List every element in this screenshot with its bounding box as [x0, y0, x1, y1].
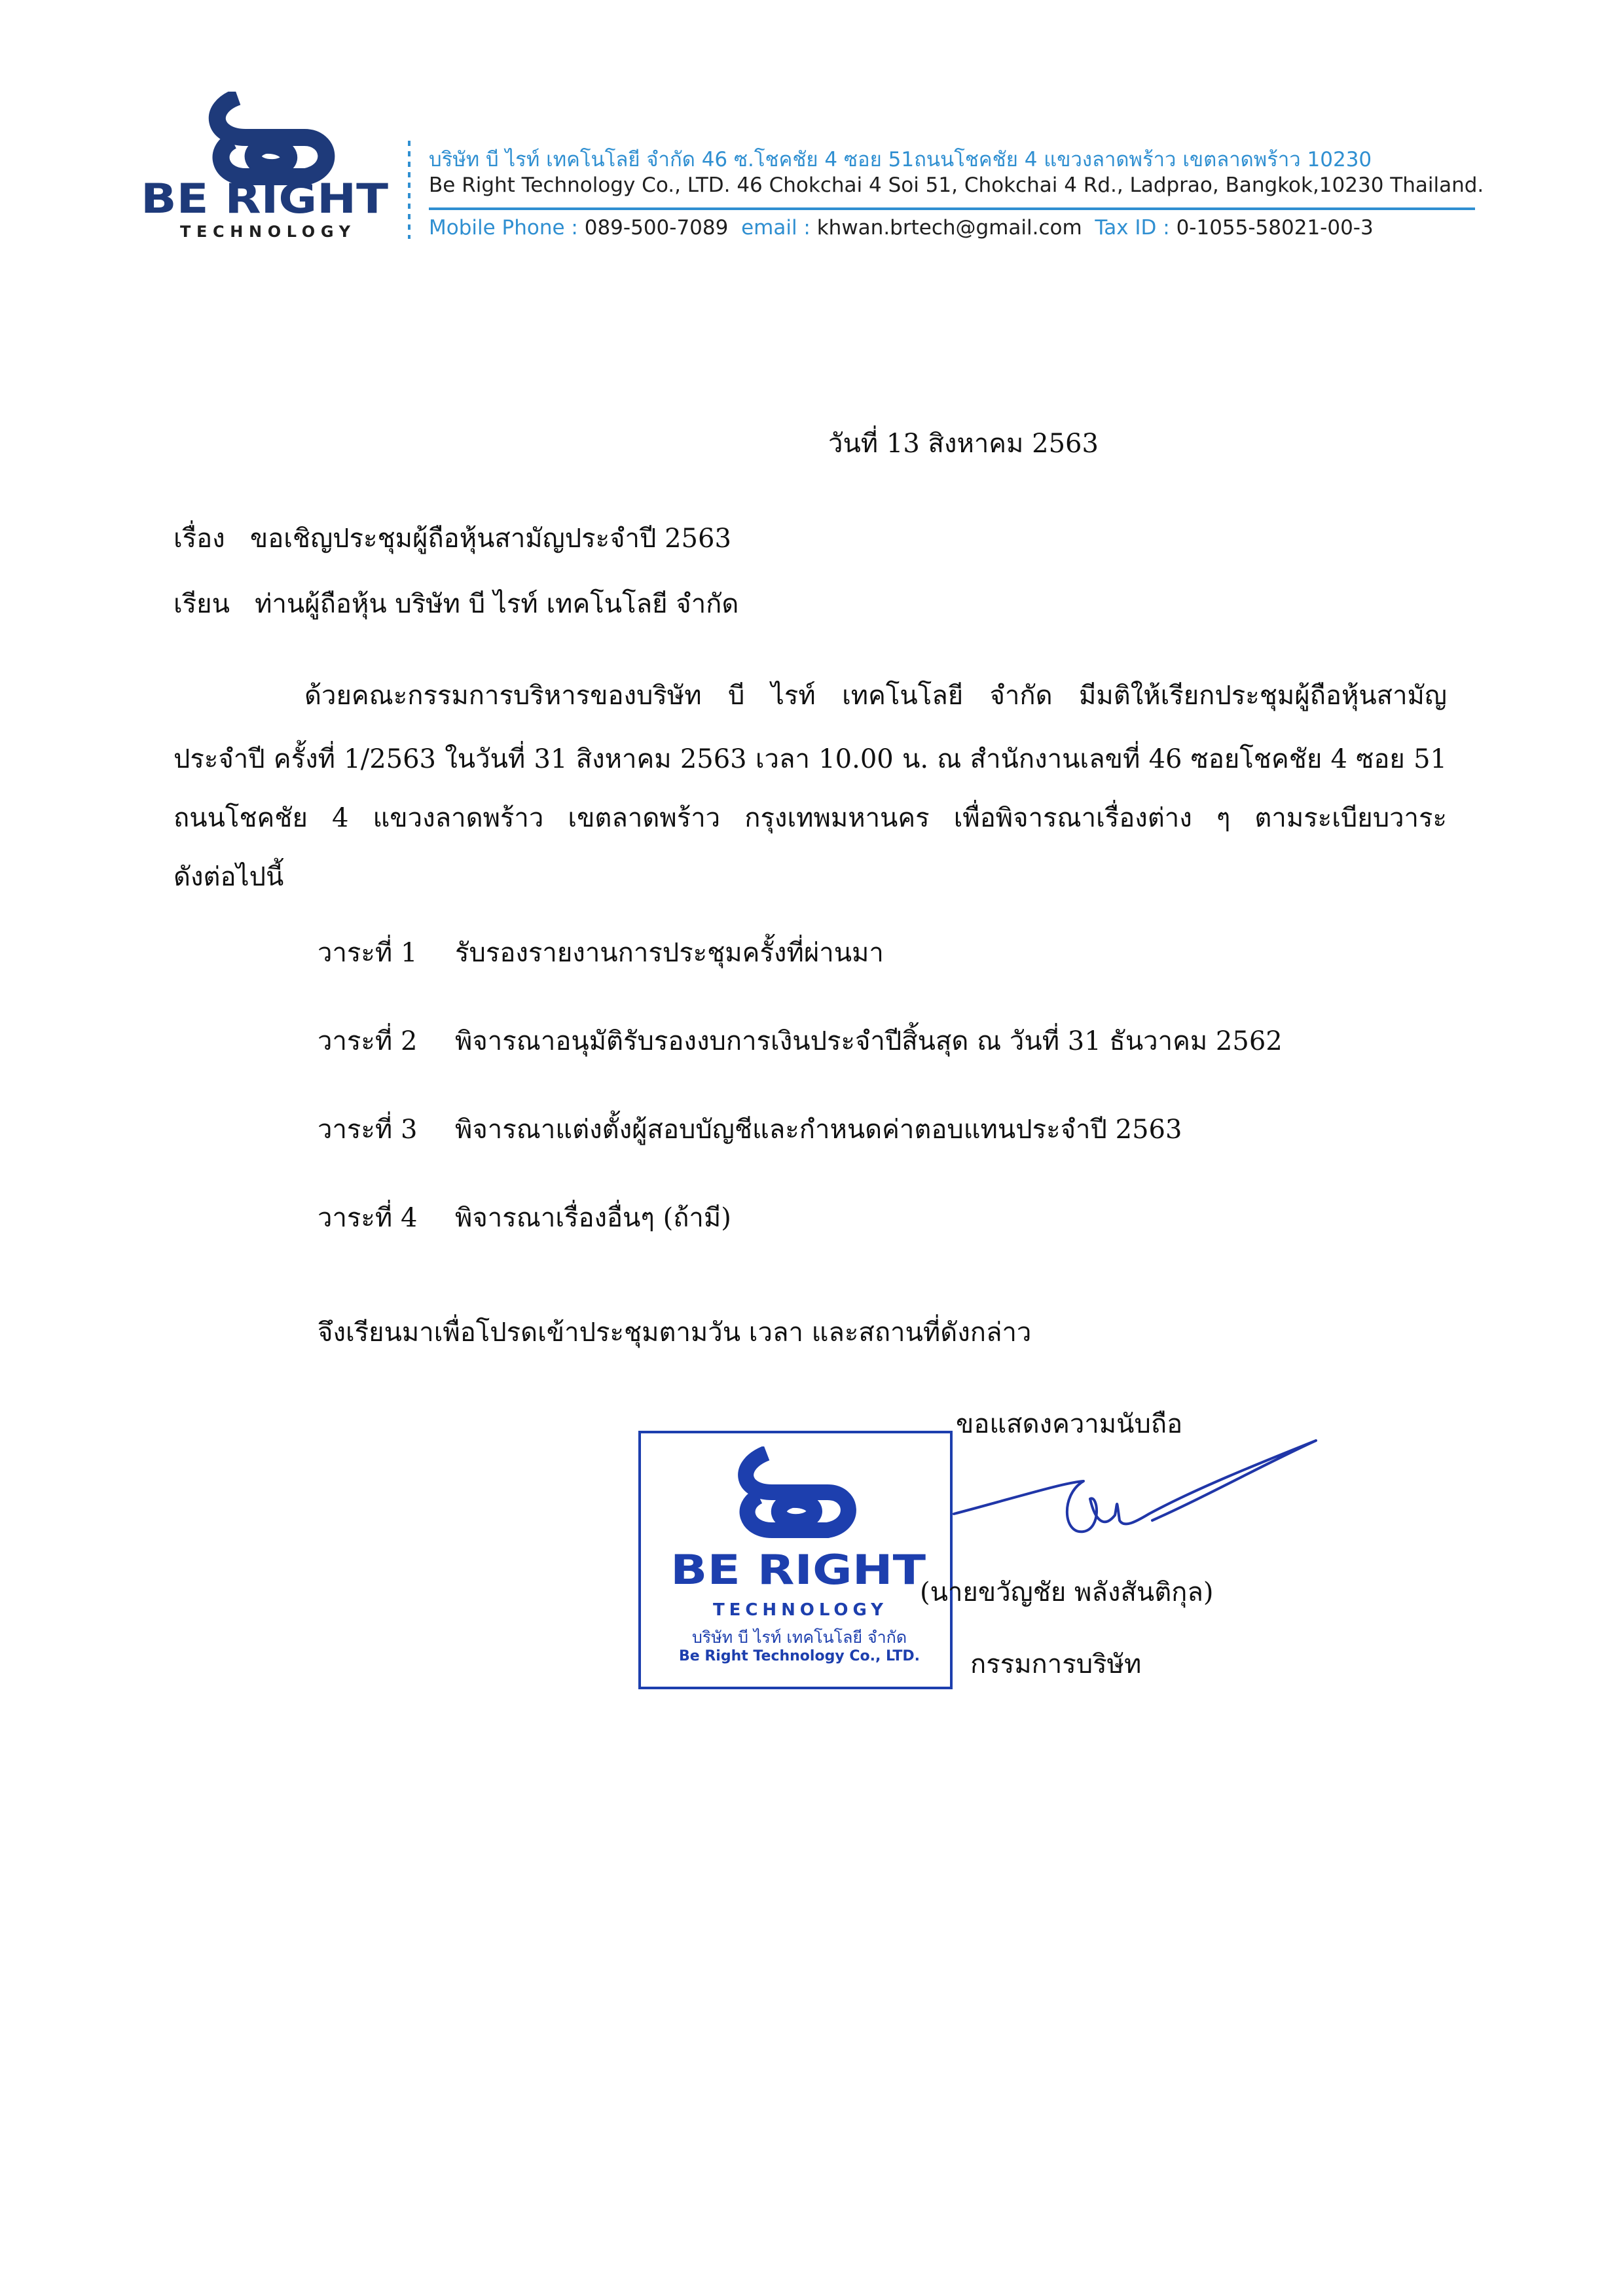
letterhead-divider	[407, 141, 411, 239]
agenda-label-4: วาระที่ 4	[318, 1203, 418, 1233]
agenda-text-3: พิจารณาแต่งตั้งผู้สอบบัญชีและกำหนดค่าตอบแทนประจำปี 2563	[455, 1115, 1182, 1145]
stamp-company-en: Be Right Technology Co., LTD.	[679, 1648, 920, 1664]
agenda-text-4: พิจารณาเรื่องอื่นๆ (ถ้ามี)	[455, 1203, 731, 1233]
address-en-text: Be Right Technology Co., LTD. 46 Chokchai 4 Soi 51, Chokchai 4 Rd., Ladprao, Bangkok,10230 Thailand.	[429, 173, 1484, 197]
company-stamp	[638, 1431, 953, 1689]
stamp-logo	[654, 1446, 942, 1623]
tax-id: 0-1055-58021-00-3	[1176, 216, 1374, 240]
agenda-text-2: พิจารณาอนุมัติรับรองงบการเงินประจำปีสิ้นสุด ณ วันที่ 31 ธันวาคม 2562	[455, 1026, 1283, 1056]
agenda-text-1: รับรองรายงานการประชุมครั้งที่ผ่านมา	[455, 938, 884, 968]
recipient-label: เรียน	[173, 589, 230, 619]
email-label: email :	[741, 216, 811, 240]
letterhead-address-th: บริษัท บี ไรท์ เทคโนโลยี จำกัด 46 ซ.โชคชัย 4 ซอย 51ถนนโชคชัย 4 แขวงลาดพร้าว เขตลาดพร้าว 10230	[429, 148, 1372, 171]
subject-line	[173, 520, 731, 557]
body-line-4: ดังต่อไปนี้	[173, 862, 284, 892]
regards-text: ขอแสดงความนับถือ	[956, 1409, 1183, 1439]
letterhead-address-en	[429, 173, 1484, 197]
body-line-2: ประจำปี ครั้งที่ 1/2563 ในวันที่ 31 สิงหาคม 2563 เวลา 10.00 น. ณ สำนักงานเลขที่ 46 ซอยโชคชัย 4 ซอย 51	[173, 744, 1447, 774]
tax-label: Tax ID :	[1095, 216, 1170, 240]
phone-label: Mobile Phone :	[429, 216, 578, 240]
phone-number: 089-500-7089	[584, 216, 729, 240]
closing-sentence: จึงเรียนมาเพื่อโปรดเข้าประชุมตามวัน เวลา และสถานที่ดังกล่าว	[318, 1318, 1032, 1348]
subject-label: เรื่อง	[173, 524, 225, 554]
letterhead-contact	[429, 216, 1374, 240]
company-logo	[134, 92, 396, 242]
body-line-3: ถนนโชคชัย 4 แขวงลาดพร้าว เขตลาดพร้าว กรุงเทพมหานคร เพื่อพิจารณาเรื่องต่าง ๆ ตามระเบียบวาระ	[173, 803, 1447, 833]
agenda-label-2: วาระที่ 2	[318, 1026, 418, 1056]
logo-wordmark: BE RIGHT	[141, 175, 388, 223]
letter-date: วันที่ 13 สิงหาคม 2563	[828, 429, 1099, 459]
email-address: khwan.brtech@gmail.com	[816, 216, 1082, 240]
stamp-wordmark: BE RIGHT	[670, 1546, 926, 1594]
logo-subtitle: TECHNOLOGY	[180, 223, 350, 241]
signer-name: (นายขวัญชัย พลังสันติกุล)	[920, 1577, 1214, 1607]
agenda-label-1: วาระที่ 1	[318, 938, 418, 968]
agenda-label-3: วาระที่ 3	[318, 1115, 418, 1145]
logo-mark-icon	[217, 97, 327, 177]
recipient-line	[173, 586, 739, 622]
body-line-1: ด้วยคณะกรรมการบริหารของบริษัท บี ไรท์ เทคโนโลยี จำกัด มีมติให้เรียกประชุมผู้ถือหุ้นสามัญ	[304, 681, 1447, 711]
recipient-text: ท่านผู้ถือหุ้น บริษัท บี ไรท์ เทคโนโลยี จำกัด	[255, 589, 739, 619]
stamp-company-th: บริษัท บี ไรท์ เทคโนโลยี จำกัด	[691, 1628, 907, 1647]
signer-title: กรรมการบริษัท	[970, 1649, 1142, 1679]
stamp-subtitle: TECHNOLOGY	[713, 1600, 883, 1620]
letterhead-underline	[429, 207, 1475, 210]
signature-icon	[953, 1437, 1319, 1554]
stamp-logo-mark-icon	[746, 1453, 848, 1530]
subject-text: ขอเชิญประชุมผู้ถือหุ้นสามัญประจำปี 2563	[249, 524, 731, 554]
